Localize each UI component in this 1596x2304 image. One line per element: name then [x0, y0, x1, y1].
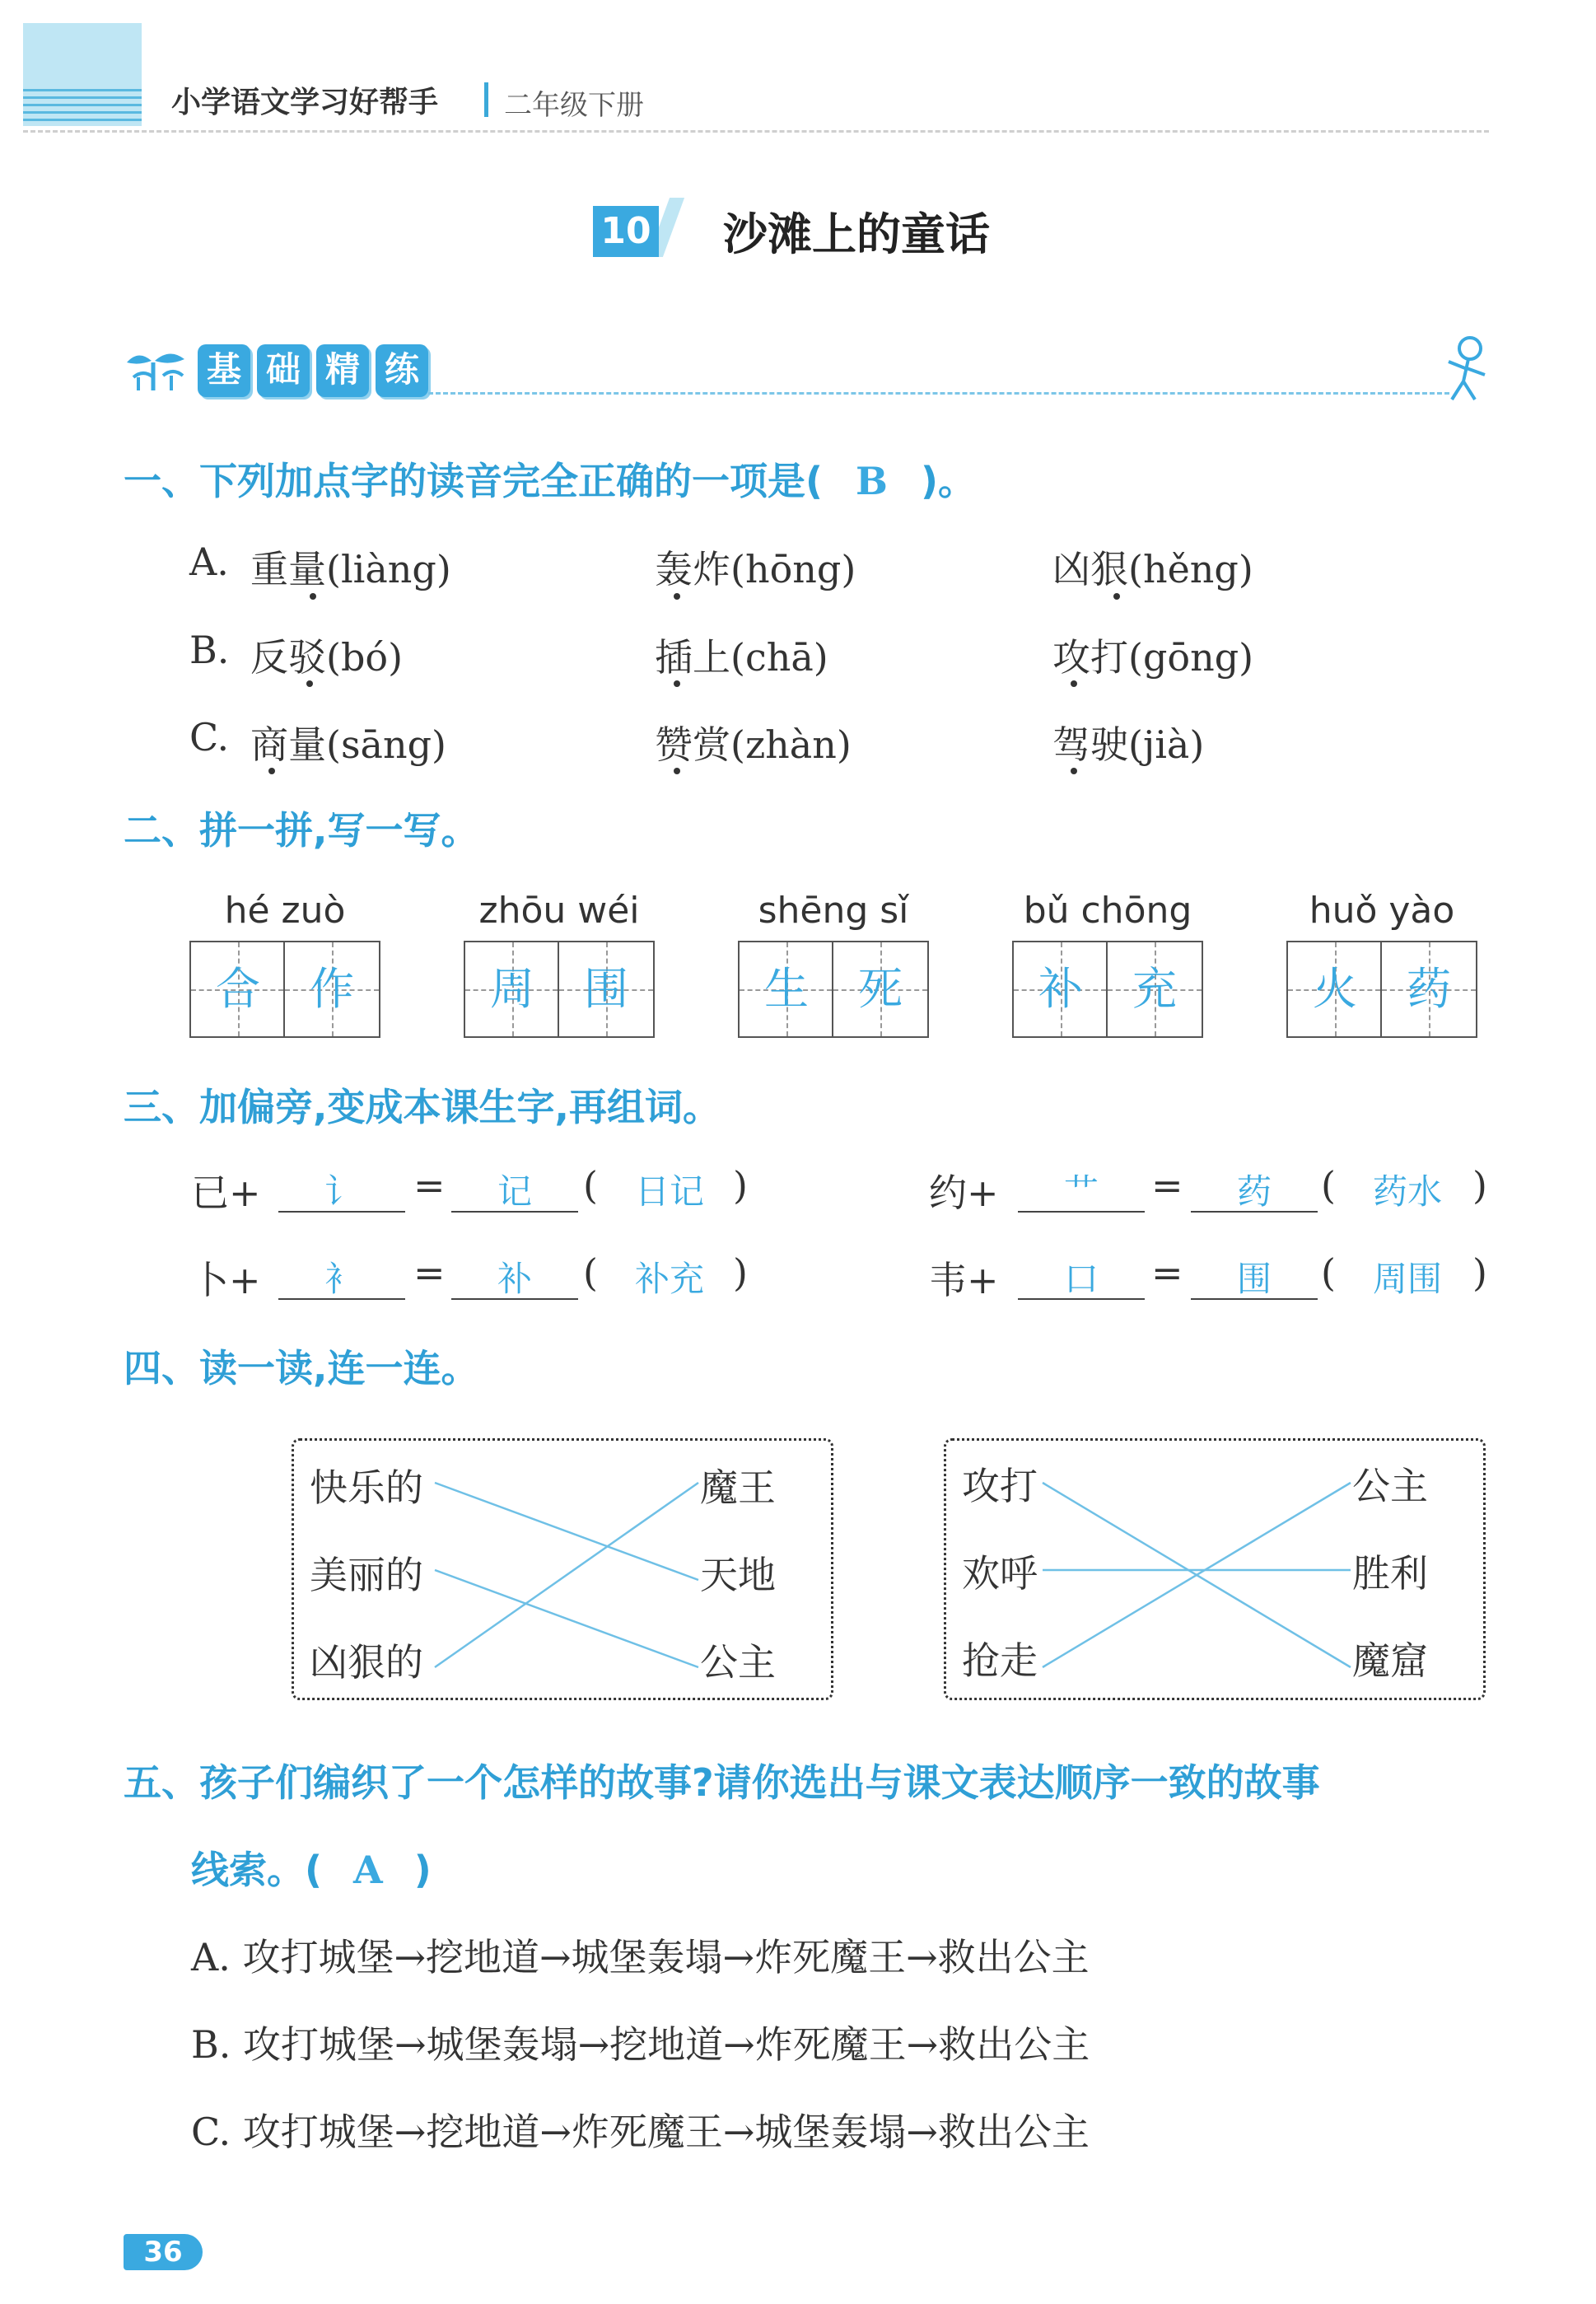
q3-radical: 讠 — [324, 1171, 359, 1212]
q2-pinyin-3: shēng sǐ — [758, 890, 909, 932]
q2-char: 死 — [858, 963, 903, 1015]
close-paren: ) — [733, 1163, 748, 1208]
match-left-word: 凶狠的 — [310, 1640, 423, 1685]
q3-char: 药 — [1236, 1171, 1272, 1212]
match-right-word: 天地 — [700, 1553, 776, 1597]
q1-option-label-a: A. — [189, 540, 229, 584]
match-right-word: 魔王 — [700, 1465, 776, 1510]
q1-title-text: 一、下列加点字的读音完全正确的一项是( — [124, 459, 824, 503]
match-right-word: 胜利 — [1352, 1551, 1428, 1596]
q3-base: 卜+ — [191, 1258, 261, 1302]
q2-char: 作 — [310, 963, 354, 1015]
q5-title-text: 线索。( — [191, 1848, 323, 1892]
q2-tianzi-box-2 — [464, 941, 655, 1038]
lesson-number: 10 — [593, 206, 659, 257]
match-right-word: 魔窟 — [1352, 1638, 1428, 1683]
q3-word: 日记 — [634, 1171, 704, 1212]
q1-c-item-1: 商量(sāng) — [250, 722, 446, 767]
close-paren: ) — [733, 1250, 748, 1295]
q2-title: 二、拼一拼,写一写。 — [124, 808, 479, 853]
q5-option-c: C. 攻打城堡→挖地道→炸死魔王→城堡轰塌→救出公主 — [191, 2110, 1090, 2154]
close-paren: ) — [1472, 1250, 1487, 1295]
q1-b-item-1: 反驳(bó) — [250, 635, 404, 680]
q2-pinyin-1: hé zuò — [224, 890, 346, 932]
q1-answer: B — [856, 459, 888, 503]
match-left-word: 欢呼 — [962, 1551, 1038, 1596]
match-right-word: 公主 — [1352, 1464, 1428, 1508]
q2-char: 充 — [1132, 963, 1177, 1015]
q1-c-item-3: 驾驶(jià) — [1052, 722, 1205, 767]
q3-radical: 艹 — [1063, 1171, 1099, 1212]
q2-char: 药 — [1407, 963, 1451, 1015]
q1-a-item-2: 轰炸(hōng) — [655, 547, 856, 591]
q3-word: 药水 — [1372, 1171, 1442, 1212]
q2-pinyin-4: bǔ chōng — [1023, 890, 1192, 932]
q2-pinyin-2: zhōu wéi — [478, 890, 640, 932]
banner-char-2: 础 — [257, 344, 310, 397]
match-right-word: 公主 — [700, 1640, 776, 1685]
equals-sign: = — [1151, 1163, 1183, 1208]
page-number: 36 — [124, 2234, 203, 2270]
q3-base: 约+ — [929, 1171, 999, 1215]
q3-char: 记 — [497, 1171, 532, 1212]
banner-char-3: 精 — [316, 344, 369, 397]
q1-b-item-3: 攻打(gōng) — [1052, 635, 1254, 680]
q2-char: 补 — [1038, 963, 1083, 1015]
open-paren: ( — [583, 1250, 598, 1295]
q1-a-item-1: 重量(liàng) — [250, 547, 451, 591]
banner-char-4: 练 — [376, 344, 428, 397]
q2-char: 合 — [216, 963, 260, 1015]
match-left-word: 快乐的 — [310, 1465, 423, 1510]
match-line — [435, 1483, 698, 1580]
q1-option-label-c: C. — [189, 715, 230, 759]
match-left-word: 攻打 — [962, 1464, 1038, 1508]
q2-char: 生 — [764, 963, 809, 1015]
q3-title: 三、加偏旁,变成本课生字,再组词。 — [124, 1085, 721, 1129]
equals-sign: = — [413, 1163, 446, 1208]
q3-char: 围 — [1236, 1259, 1272, 1299]
q2-tianzi-box-3 — [738, 941, 929, 1038]
q3-word: 补充 — [634, 1259, 704, 1299]
open-paren: ( — [1321, 1250, 1336, 1295]
q2-pinyin-5: huǒ yào — [1309, 890, 1455, 932]
open-paren: ( — [1321, 1163, 1336, 1208]
q2-tianzi-box-5 — [1286, 941, 1477, 1038]
q3-radical: 口 — [1063, 1259, 1099, 1299]
q3-base: 韦+ — [929, 1258, 999, 1302]
q4-title: 四、读一读,连一连。 — [124, 1346, 479, 1390]
q2-char: 火 — [1313, 963, 1357, 1015]
match-line — [435, 1570, 698, 1667]
grade-label: 二年级下册 — [504, 89, 644, 122]
q5-title-end: ) — [413, 1848, 432, 1892]
q1-a-item-3: 凶狠(hěng) — [1052, 547, 1253, 591]
q2-char: 围 — [584, 963, 628, 1015]
q3-radical: 衤 — [324, 1259, 359, 1299]
q2-char: 周 — [490, 963, 534, 1015]
q5-title-line2 — [191, 1840, 432, 1895]
book-title: 小学语文学习好帮手 — [171, 86, 439, 119]
open-paren: ( — [583, 1163, 598, 1208]
lesson-title: 沙滩上的童话 — [723, 208, 990, 260]
q3-base: 已+ — [191, 1171, 261, 1215]
equals-sign: = — [413, 1250, 446, 1295]
match-left-word: 美丽的 — [310, 1553, 423, 1597]
banner-char-1: 基 — [198, 344, 250, 397]
q1-c-item-2: 赞赏(zhàn) — [655, 722, 852, 767]
match-left-word: 抢走 — [962, 1638, 1038, 1683]
q2-tianzi-box-1 — [189, 941, 380, 1038]
q3-char: 补 — [497, 1259, 532, 1299]
equals-sign: = — [1151, 1250, 1183, 1295]
q5-answer: A — [353, 1848, 383, 1892]
match-line — [435, 1483, 698, 1667]
close-paren: ) — [1472, 1163, 1487, 1208]
q1-option-label-b: B. — [189, 628, 230, 672]
q1-b-item-2: 插上(chā) — [655, 635, 828, 680]
q3-word: 周围 — [1372, 1259, 1442, 1299]
q5-option-a: A. 攻打城堡→挖地道→城堡轰塌→炸死魔王→救出公主 — [191, 1935, 1090, 1979]
q5-option-b: B. 攻打城堡→城堡轰塌→挖地道→炸死魔王→救出公主 — [191, 2022, 1090, 2067]
q5-title-line1: 五、孩子们编织了一个怎样的故事?请你选出与课文表达顺序一致的故事 — [124, 1760, 1320, 1805]
q1-title-end: )。 — [920, 459, 976, 503]
q2-tianzi-box-4 — [1012, 941, 1203, 1038]
